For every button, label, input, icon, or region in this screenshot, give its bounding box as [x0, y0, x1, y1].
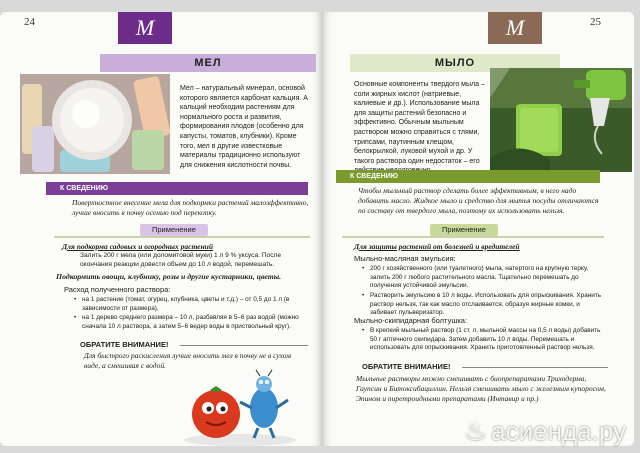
letter-tab: М: [118, 12, 172, 44]
info-text: Поверхностное внесение мела для подкормки растений малоэффективно, лучше вносить в почву осенью под перекопку.: [72, 198, 309, 217]
subheading-protection: Для защиты растений от болезней и вредителей: [354, 242, 520, 251]
usage-bullet: • на 1 дерево среднего размера – 10 л, разбавляя в 5–6 раз водой (можно сначала 10 л раствора, а затем 5–6 ведер воды в приствольный круг).: [74, 314, 308, 331]
section-title: Применение: [430, 224, 498, 236]
attention-text: Мыльные растворы можно смешивать с биопрепаратами Триходерма, Гаупсин и Битоксибациллин. Нельзя смешивать мыло с железным купоросом, Эпином и пиретроидными препаратами (Интавир и пр.): [356, 374, 606, 403]
tomato-bug-illustration: [180, 368, 300, 446]
attention-rule: [180, 345, 308, 346]
info-label: К СВЕДЕНИЮ: [336, 170, 600, 183]
chalk-photo: [20, 74, 170, 174]
page-number: 24: [24, 16, 35, 28]
left-page: [0, 12, 322, 446]
intro-text: Основные компоненты твердого мыла – соли жирных кислот (натриевые, калиевые и др.). Использование мыла для защиты растений безопасно и эффективно. Обычным мыльным раствором можно справиться с тлями, трипсами, паутинным клещом, белокрылкой, луковой мухой и др. У такого раствора один недостаток – его: [354, 81, 485, 165]
letter-tab: М: [488, 12, 542, 44]
intro-text: Мел – натуральный минерал, основой которого является карбонат кальция. А кальций необходим растениям для нормального роста и развития, формирования плодов (особенно для капусты, томатов, клубники). Кроме того, мел в другие известковые материалы традиционно используют для снижения кислотности почвы.: [180, 85, 308, 169]
emulsion-bullet: • 200 г хозяйственного (или туалетного) мыла, натертого на крупную терку, залить 200 г любого растительного масла. Тщательно перемешать до получения устойчивой эмульсии.: [362, 265, 608, 291]
recipe-text: Залить 200 г мела (или доломитовой муки) 1 л 9 % уксуса. После окончания реакции довести объем до 10 л водой, перемешать.: [80, 252, 281, 268]
subheading-garden: Для подкорма садовых и огородных растений: [62, 242, 214, 251]
turpentine-bullet: • В крепкий мыльный раствор (1 ст. л. мыльной массы на 0,5 л воды) добавить 50 г аптечного скипидара. Затем добавить 10 л воды. Перемешать и использовать для опрыскивания. Хранить приготовленный раствор нельзя.: [362, 327, 608, 353]
attention-rule: [462, 367, 608, 368]
soap-spray-photo: [490, 68, 632, 172]
usage-bullet: • на 1 растение (томат, огурец, клубника, цветы и т.д.) – от 0,5 до 1 л (в зависимости от размера),: [74, 296, 308, 313]
section-divider: [54, 224, 310, 238]
turpentine-heading: Мыльно-скипидарная болтушка:: [354, 316, 468, 325]
subheading-vegetables: Подкормить овощи, клубнику, розы и другие кустарники, цветы.: [56, 272, 282, 281]
page-title: МЕЛ: [100, 54, 316, 72]
watermark-text: асиенда.ру: [491, 416, 626, 446]
section-divider: [342, 224, 604, 238]
right-page: [322, 12, 634, 446]
page-title: МЫЛО: [350, 54, 560, 72]
site-watermark: [464, 416, 626, 447]
watermark-logo-icon: ♨: [463, 416, 488, 446]
section-title: Применение: [140, 224, 208, 236]
emulsion-heading: Мыльно-масляная эмульсия:: [354, 254, 456, 263]
page-number: 25: [590, 16, 601, 28]
emulsion-bullet: • Растворить эмульсию в 10 л воды. Использовать для опрыскивания. Хранить раствор нельзя, так как масло отслаивается, образуя жирные комки, и забивает пульверизатор.: [362, 292, 608, 318]
attention-heading: ОБРАТИТЕ ВНИМАНИЕ!: [80, 340, 169, 349]
attention-text: Для быстрого раскисления лучше вносить мел в почву не в сухом виде, а смешивая с водой.: [84, 351, 292, 370]
usage-heading: Расход полученного раствора:: [64, 285, 171, 294]
info-label: К СВЕДЕНИЮ: [46, 182, 308, 195]
attention-heading: ОБРАТИТЕ ВНИМАНИЕ!: [362, 362, 451, 371]
info-text: Чтобы мыльный раствор сделать более эффективным, в него надо добавить масло. Жидкое мыло и средство для мытья посуды отличаются по составу от твердого мыла, поэтому их использовать нельзя.: [358, 186, 599, 215]
